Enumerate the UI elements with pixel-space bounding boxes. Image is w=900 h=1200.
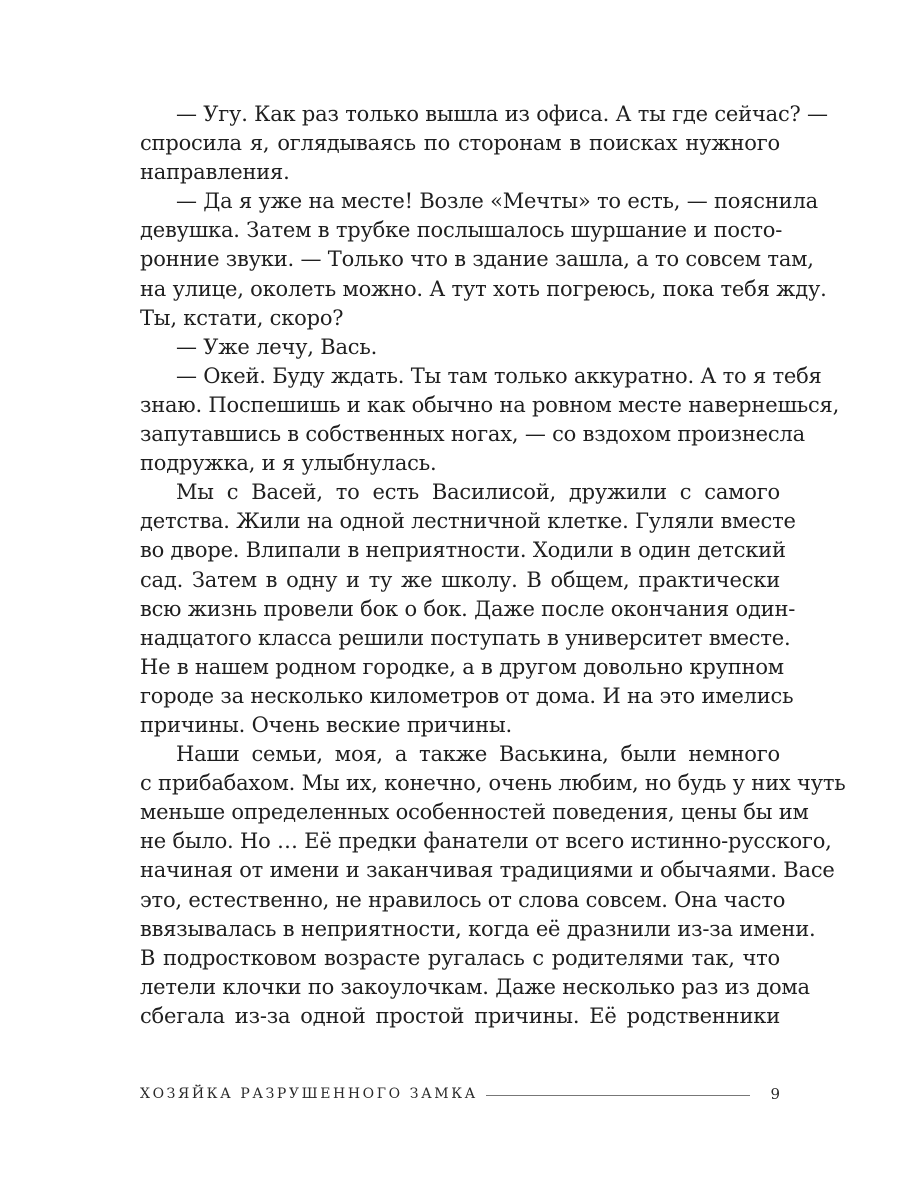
text-line: запутавшись в собственных ногах, — со вздохом произнесла <box>140 422 805 447</box>
text-line: во дворе. Влипали в неприятности. Ходили в один детский <box>140 538 786 563</box>
footer-rule <box>486 1095 750 1096</box>
text-line: ввязывалась в неприятности, когда её дразнили из-за имени. <box>140 916 816 941</box>
text-line: — Уже лечу, Вась. <box>176 334 378 359</box>
page-number: 9 <box>770 1085 780 1103</box>
text-line: Мы с Васей, то есть Василисой, дружили с самого <box>176 480 780 505</box>
page-footer <box>140 1084 780 1110</box>
text-line: Наши семьи, моя, а также Васькина, были немного <box>176 742 780 767</box>
text-line: на улице, околеть можно. А тут хоть погреюсь, пока тебя жду. <box>140 276 827 301</box>
text-line: не было. Но … Её предки фанатели от всего истинно-русского, <box>140 829 832 854</box>
text-line: меньше определенных особенностей поведения, цены бы им <box>140 800 809 825</box>
text-line: всю жизнь провели бок о бок. Даже после окончания один- <box>140 596 796 621</box>
text-line: Не в нашем родном городке, а в другом довольно крупном <box>140 654 784 679</box>
text-line: В подростковом возрасте ругалась с родителями так, что <box>140 945 780 970</box>
text-line: детства. Жили на одной лестничной клетке. Гуляли вместе <box>140 509 796 534</box>
text-line: — Да я уже на месте! Возле «Мечты» то есть, — пояснила <box>176 189 818 214</box>
text-line: сад. Затем в одну и ту же школу. В общем, практически <box>140 567 780 592</box>
text-line: — Угу. Как раз только вышла из офиса. А ты где сейчас? — <box>176 102 828 126</box>
text-line: это, естественно, не нравилось от слова совсем. Она часто <box>140 887 786 912</box>
text-line: сбегала из-за одной простой причины. Её родственники <box>140 1003 780 1028</box>
text-line: направления. <box>140 160 290 185</box>
text-line: Ты, кстати, скоро? <box>140 305 344 330</box>
text-line: знаю. Поспешишь и как обычно на ровном месте навернешься, <box>140 392 840 417</box>
text-line: подружка, и я улыбнулась. <box>140 451 437 476</box>
text-line: — Окей. Буду ждать. Ты там только аккуратно. А то я тебя <box>176 363 822 388</box>
text-line: причины. Очень веские причины. <box>140 712 512 737</box>
text-line: летели клочки по закоулочкам. Даже несколько раз из дома <box>140 974 810 999</box>
running-title: ХОЗЯЙКА РАЗРУШЕННОГО ЗАМКА <box>140 1086 478 1102</box>
text-line: девушка. Затем в трубке послышалось шуршание и посто- <box>140 218 783 243</box>
text-line: надцатого класса решили поступать в университет вместе. <box>140 625 791 650</box>
text-line: спросила я, оглядываясь по сторонам в поисках нужного <box>140 131 780 156</box>
text-line: начиная от имени и заканчивая традициями и обычаями. Васе <box>140 858 835 883</box>
body-text <box>140 100 846 1031</box>
text-line: ронние звуки. — Только что в здание зашла, а то совсем там, <box>140 247 814 272</box>
text-line: с прибабахом. Мы их, конечно, очень любим, но будь у них чуть <box>140 771 846 796</box>
text-line: городе за несколько километров от дома. И на это имелись <box>140 683 794 708</box>
